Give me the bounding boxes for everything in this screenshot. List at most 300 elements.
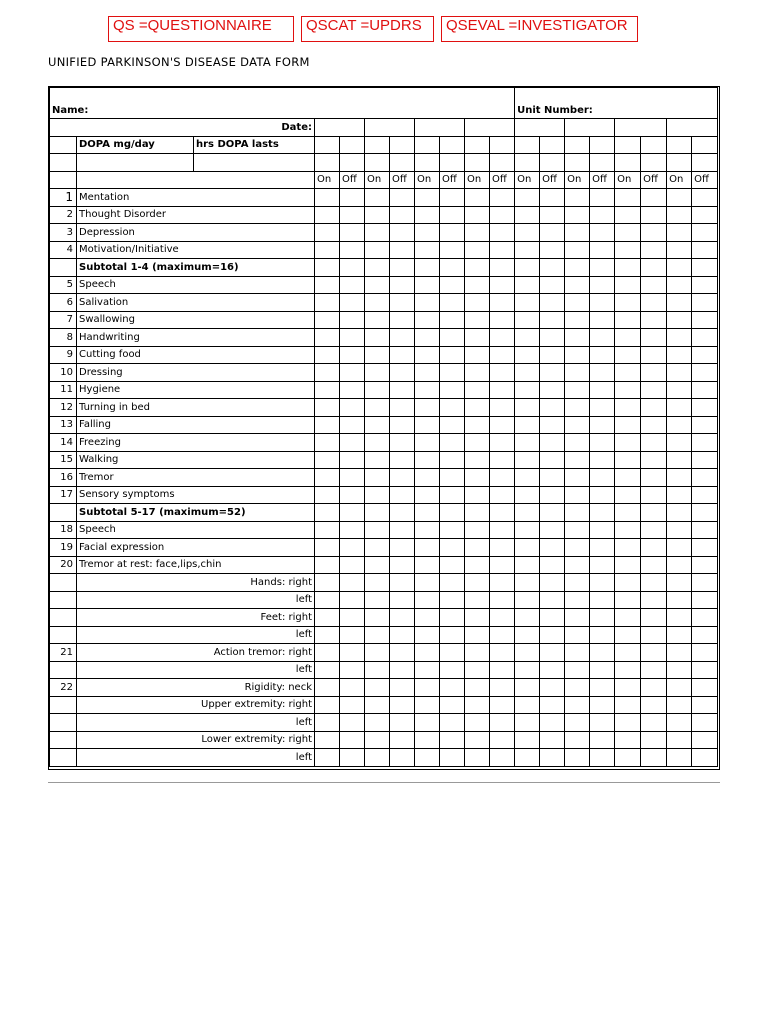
score-cell[interactable] — [641, 574, 667, 592]
score-cell[interactable] — [315, 311, 340, 329]
score-cell[interactable] — [641, 696, 667, 714]
score-cell[interactable] — [692, 749, 718, 767]
score-cell[interactable] — [440, 714, 465, 732]
score-cell[interactable] — [641, 556, 667, 574]
score-cell[interactable] — [615, 731, 641, 749]
score-cell[interactable] — [590, 276, 615, 294]
score-cell[interactable] — [365, 679, 390, 697]
score-cell[interactable] — [641, 311, 667, 329]
score-cell[interactable] — [692, 469, 718, 487]
score-cell[interactable] — [515, 469, 540, 487]
score-cell[interactable] — [615, 469, 641, 487]
score-cell[interactable] — [340, 486, 365, 504]
score-cell[interactable] — [490, 696, 515, 714]
score-cell[interactable] — [692, 696, 718, 714]
score-cell[interactable] — [490, 259, 515, 277]
score-cell[interactable] — [565, 521, 590, 539]
score-cell[interactable] — [540, 259, 565, 277]
score-cell[interactable] — [667, 189, 692, 207]
score-cell[interactable] — [365, 696, 390, 714]
score-cell[interactable] — [565, 241, 590, 259]
score-cell[interactable] — [490, 189, 515, 207]
score-cell[interactable] — [315, 434, 340, 452]
score-cell[interactable] — [365, 504, 390, 522]
score-cell[interactable] — [315, 224, 340, 242]
score-cell[interactable] — [390, 469, 415, 487]
score-cell[interactable] — [365, 731, 390, 749]
score-cell[interactable] — [692, 399, 718, 417]
score-cell[interactable] — [641, 644, 667, 662]
score-cell[interactable] — [667, 346, 692, 364]
score-cell[interactable] — [641, 609, 667, 627]
score-cell[interactable] — [667, 521, 692, 539]
score-cell[interactable] — [340, 574, 365, 592]
score-cell[interactable] — [615, 556, 641, 574]
score-cell[interactable] — [667, 696, 692, 714]
score-cell[interactable] — [340, 731, 365, 749]
score-cell[interactable] — [540, 381, 565, 399]
score-cell[interactable] — [465, 574, 490, 592]
score-cell[interactable] — [540, 556, 565, 574]
score-cell[interactable] — [465, 749, 490, 767]
score-cell[interactable] — [340, 626, 365, 644]
score-cell[interactable] — [540, 364, 565, 382]
score-cell[interactable] — [490, 294, 515, 312]
score-cell[interactable] — [465, 311, 490, 329]
score-cell[interactable] — [515, 626, 540, 644]
score-cell[interactable] — [490, 591, 515, 609]
score-cell[interactable] — [340, 311, 365, 329]
score-cell[interactable] — [465, 556, 490, 574]
score-cell[interactable] — [315, 574, 340, 592]
score-cell[interactable] — [440, 276, 465, 294]
score-cell[interactable] — [315, 399, 340, 417]
score-cell[interactable] — [615, 276, 641, 294]
score-cell[interactable] — [465, 346, 490, 364]
score-cell[interactable] — [390, 749, 415, 767]
score-cell[interactable] — [415, 276, 440, 294]
score-cell[interactable] — [440, 451, 465, 469]
score-cell[interactable] — [692, 574, 718, 592]
score-cell[interactable] — [390, 416, 415, 434]
score-cell[interactable] — [615, 259, 641, 277]
score-cell[interactable] — [365, 626, 390, 644]
score-cell[interactable] — [465, 486, 490, 504]
score-cell[interactable] — [415, 574, 440, 592]
score-cell[interactable] — [540, 486, 565, 504]
score-cell[interactable] — [641, 416, 667, 434]
score-cell[interactable] — [515, 434, 540, 452]
date-cell[interactable] — [565, 119, 615, 137]
score-cell[interactable] — [590, 224, 615, 242]
score-cell[interactable] — [515, 749, 540, 767]
score-cell[interactable] — [590, 294, 615, 312]
score-cell[interactable] — [667, 451, 692, 469]
score-cell[interactable] — [565, 574, 590, 592]
score-cell[interactable] — [615, 189, 641, 207]
score-cell[interactable] — [390, 259, 415, 277]
score-cell[interactable] — [540, 749, 565, 767]
score-cell[interactable] — [365, 416, 390, 434]
score-cell[interactable] — [415, 434, 440, 452]
score-cell[interactable] — [315, 504, 340, 522]
score-cell[interactable] — [465, 416, 490, 434]
score-cell[interactable] — [415, 364, 440, 382]
score-cell[interactable] — [540, 679, 565, 697]
score-cell[interactable] — [615, 714, 641, 732]
score-cell[interactable] — [440, 329, 465, 347]
date-cell[interactable] — [515, 119, 565, 137]
score-cell[interactable] — [315, 521, 340, 539]
score-cell[interactable] — [315, 749, 340, 767]
score-cell[interactable] — [390, 451, 415, 469]
score-cell[interactable] — [365, 486, 390, 504]
score-cell[interactable] — [415, 539, 440, 557]
score-cell[interactable] — [440, 556, 465, 574]
score-cell[interactable] — [490, 399, 515, 417]
score-cell[interactable] — [515, 311, 540, 329]
score-cell[interactable] — [440, 434, 465, 452]
score-cell[interactable] — [667, 714, 692, 732]
score-cell[interactable] — [515, 609, 540, 627]
score-cell[interactable] — [340, 451, 365, 469]
score-cell[interactable] — [340, 469, 365, 487]
score-cell[interactable] — [692, 714, 718, 732]
score-cell[interactable] — [615, 521, 641, 539]
score-cell[interactable] — [315, 696, 340, 714]
score-cell[interactable] — [565, 434, 590, 452]
score-cell[interactable] — [465, 399, 490, 417]
score-cell[interactable] — [565, 206, 590, 224]
score-cell[interactable] — [390, 224, 415, 242]
score-cell[interactable] — [540, 399, 565, 417]
score-cell[interactable] — [540, 346, 565, 364]
score-cell[interactable] — [692, 294, 718, 312]
score-cell[interactable] — [390, 434, 415, 452]
score-cell[interactable] — [540, 206, 565, 224]
score-cell[interactable] — [490, 731, 515, 749]
score-cell[interactable] — [390, 189, 415, 207]
score-cell[interactable] — [615, 696, 641, 714]
score-cell[interactable] — [641, 626, 667, 644]
score-cell[interactable] — [615, 294, 641, 312]
score-cell[interactable] — [590, 346, 615, 364]
score-cell[interactable] — [590, 644, 615, 662]
score-cell[interactable] — [390, 644, 415, 662]
date-cell[interactable] — [667, 119, 718, 137]
score-cell[interactable] — [315, 451, 340, 469]
score-cell[interactable] — [641, 661, 667, 679]
score-cell[interactable] — [340, 434, 365, 452]
score-cell[interactable] — [615, 609, 641, 627]
score-cell[interactable] — [540, 329, 565, 347]
score-cell[interactable] — [590, 556, 615, 574]
score-cell[interactable] — [340, 644, 365, 662]
hrs-dopa-value-cell[interactable] — [194, 154, 315, 172]
score-cell[interactable] — [515, 399, 540, 417]
score-cell[interactable] — [515, 276, 540, 294]
score-cell[interactable] — [465, 504, 490, 522]
score-cell[interactable] — [565, 714, 590, 732]
score-cell[interactable] — [440, 259, 465, 277]
score-cell[interactable] — [440, 521, 465, 539]
score-cell[interactable] — [590, 259, 615, 277]
score-cell[interactable] — [490, 241, 515, 259]
score-cell[interactable] — [515, 521, 540, 539]
score-cell[interactable] — [490, 346, 515, 364]
score-cell[interactable] — [667, 364, 692, 382]
score-cell[interactable] — [365, 381, 390, 399]
score-cell[interactable] — [490, 364, 515, 382]
score-cell[interactable] — [515, 329, 540, 347]
score-cell[interactable] — [615, 224, 641, 242]
score-cell[interactable] — [540, 416, 565, 434]
score-cell[interactable] — [315, 644, 340, 662]
score-cell[interactable] — [440, 469, 465, 487]
score-cell[interactable] — [667, 644, 692, 662]
score-cell[interactable] — [390, 661, 415, 679]
score-cell[interactable] — [415, 521, 440, 539]
score-cell[interactable] — [590, 609, 615, 627]
score-cell[interactable] — [641, 521, 667, 539]
score-cell[interactable] — [565, 644, 590, 662]
score-cell[interactable] — [515, 539, 540, 557]
score-cell[interactable] — [590, 364, 615, 382]
score-cell[interactable] — [465, 434, 490, 452]
score-cell[interactable] — [415, 346, 440, 364]
score-cell[interactable] — [340, 696, 365, 714]
score-cell[interactable] — [490, 224, 515, 242]
score-cell[interactable] — [490, 609, 515, 627]
score-cell[interactable] — [465, 521, 490, 539]
date-cell[interactable] — [315, 119, 365, 137]
score-cell[interactable] — [565, 416, 590, 434]
score-cell[interactable] — [390, 241, 415, 259]
score-cell[interactable] — [340, 539, 365, 557]
score-cell[interactable] — [615, 591, 641, 609]
score-cell[interactable] — [641, 206, 667, 224]
score-cell[interactable] — [615, 486, 641, 504]
score-cell[interactable] — [465, 364, 490, 382]
score-cell[interactable] — [565, 224, 590, 242]
score-cell[interactable] — [415, 224, 440, 242]
score-cell[interactable] — [390, 556, 415, 574]
score-cell[interactable] — [340, 416, 365, 434]
score-cell[interactable] — [540, 644, 565, 662]
score-cell[interactable] — [565, 486, 590, 504]
score-cell[interactable] — [667, 486, 692, 504]
score-cell[interactable] — [365, 451, 390, 469]
score-cell[interactable] — [465, 731, 490, 749]
score-cell[interactable] — [667, 381, 692, 399]
score-cell[interactable] — [667, 399, 692, 417]
score-cell[interactable] — [615, 311, 641, 329]
score-cell[interactable] — [565, 381, 590, 399]
score-cell[interactable] — [692, 329, 718, 347]
score-cell[interactable] — [415, 679, 440, 697]
score-cell[interactable] — [540, 731, 565, 749]
score-cell[interactable] — [390, 574, 415, 592]
score-cell[interactable] — [667, 294, 692, 312]
score-cell[interactable] — [515, 486, 540, 504]
score-cell[interactable] — [590, 329, 615, 347]
score-cell[interactable] — [340, 399, 365, 417]
score-cell[interactable] — [615, 364, 641, 382]
score-cell[interactable] — [365, 574, 390, 592]
score-cell[interactable] — [440, 696, 465, 714]
score-cell[interactable] — [390, 539, 415, 557]
score-cell[interactable] — [365, 206, 390, 224]
score-cell[interactable] — [490, 626, 515, 644]
score-cell[interactable] — [667, 416, 692, 434]
score-cell[interactable] — [340, 714, 365, 732]
score-cell[interactable] — [340, 329, 365, 347]
score-cell[interactable] — [641, 434, 667, 452]
score-cell[interactable] — [490, 486, 515, 504]
score-cell[interactable] — [340, 206, 365, 224]
score-cell[interactable] — [667, 539, 692, 557]
score-cell[interactable] — [365, 521, 390, 539]
unit-number-field[interactable] — [515, 88, 718, 119]
score-cell[interactable] — [615, 241, 641, 259]
score-cell[interactable] — [641, 591, 667, 609]
score-cell[interactable] — [440, 626, 465, 644]
score-cell[interactable] — [390, 679, 415, 697]
score-cell[interactable] — [590, 521, 615, 539]
score-cell[interactable] — [692, 521, 718, 539]
score-cell[interactable] — [440, 364, 465, 382]
score-cell[interactable] — [365, 661, 390, 679]
score-cell[interactable] — [315, 679, 340, 697]
score-cell[interactable] — [590, 504, 615, 522]
score-cell[interactable] — [490, 434, 515, 452]
score-cell[interactable] — [415, 469, 440, 487]
score-cell[interactable] — [465, 189, 490, 207]
score-cell[interactable] — [490, 416, 515, 434]
score-cell[interactable] — [440, 679, 465, 697]
score-cell[interactable] — [315, 206, 340, 224]
score-cell[interactable] — [540, 574, 565, 592]
score-cell[interactable] — [540, 276, 565, 294]
score-cell[interactable] — [590, 206, 615, 224]
score-cell[interactable] — [565, 696, 590, 714]
score-cell[interactable] — [440, 399, 465, 417]
score-cell[interactable] — [565, 399, 590, 417]
score-cell[interactable] — [315, 381, 340, 399]
score-cell[interactable] — [565, 469, 590, 487]
score-cell[interactable] — [515, 451, 540, 469]
score-cell[interactable] — [590, 679, 615, 697]
score-cell[interactable] — [540, 224, 565, 242]
score-cell[interactable] — [315, 364, 340, 382]
score-cell[interactable] — [667, 434, 692, 452]
score-cell[interactable] — [465, 241, 490, 259]
score-cell[interactable] — [490, 644, 515, 662]
score-cell[interactable] — [315, 714, 340, 732]
score-cell[interactable] — [515, 294, 540, 312]
score-cell[interactable] — [515, 259, 540, 277]
date-cell[interactable] — [415, 119, 465, 137]
score-cell[interactable] — [565, 346, 590, 364]
score-cell[interactable] — [692, 241, 718, 259]
score-cell[interactable] — [315, 416, 340, 434]
score-cell[interactable] — [490, 504, 515, 522]
score-cell[interactable] — [692, 364, 718, 382]
score-cell[interactable] — [692, 504, 718, 522]
score-cell[interactable] — [365, 399, 390, 417]
score-cell[interactable] — [415, 294, 440, 312]
score-cell[interactable] — [641, 749, 667, 767]
score-cell[interactable] — [365, 189, 390, 207]
score-cell[interactable] — [415, 259, 440, 277]
score-cell[interactable] — [340, 556, 365, 574]
score-cell[interactable] — [440, 206, 465, 224]
score-cell[interactable] — [641, 381, 667, 399]
score-cell[interactable] — [540, 539, 565, 557]
score-cell[interactable] — [365, 224, 390, 242]
score-cell[interactable] — [390, 521, 415, 539]
score-cell[interactable] — [540, 189, 565, 207]
score-cell[interactable] — [465, 259, 490, 277]
score-cell[interactable] — [415, 696, 440, 714]
score-cell[interactable] — [667, 609, 692, 627]
score-cell[interactable] — [465, 224, 490, 242]
score-cell[interactable] — [440, 189, 465, 207]
score-cell[interactable] — [540, 469, 565, 487]
score-cell[interactable] — [565, 591, 590, 609]
score-cell[interactable] — [540, 294, 565, 312]
score-cell[interactable] — [590, 696, 615, 714]
score-cell[interactable] — [641, 469, 667, 487]
score-cell[interactable] — [390, 346, 415, 364]
score-cell[interactable] — [667, 504, 692, 522]
score-cell[interactable] — [667, 731, 692, 749]
score-cell[interactable] — [365, 591, 390, 609]
score-cell[interactable] — [515, 206, 540, 224]
score-cell[interactable] — [590, 661, 615, 679]
score-cell[interactable] — [490, 469, 515, 487]
score-cell[interactable] — [615, 574, 641, 592]
score-cell[interactable] — [440, 224, 465, 242]
score-cell[interactable] — [440, 749, 465, 767]
score-cell[interactable] — [390, 486, 415, 504]
date-cell[interactable] — [465, 119, 515, 137]
score-cell[interactable] — [440, 294, 465, 312]
score-cell[interactable] — [590, 241, 615, 259]
score-cell[interactable] — [315, 626, 340, 644]
date-cell[interactable] — [615, 119, 667, 137]
score-cell[interactable] — [340, 364, 365, 382]
score-cell[interactable] — [340, 259, 365, 277]
score-cell[interactable] — [515, 346, 540, 364]
score-cell[interactable] — [440, 539, 465, 557]
score-cell[interactable] — [615, 399, 641, 417]
score-cell[interactable] — [390, 714, 415, 732]
score-cell[interactable] — [465, 609, 490, 627]
score-cell[interactable] — [515, 679, 540, 697]
score-cell[interactable] — [540, 661, 565, 679]
score-cell[interactable] — [615, 206, 641, 224]
score-cell[interactable] — [590, 399, 615, 417]
score-cell[interactable] — [565, 189, 590, 207]
score-cell[interactable] — [515, 504, 540, 522]
score-cell[interactable] — [440, 381, 465, 399]
score-cell[interactable] — [390, 626, 415, 644]
score-cell[interactable] — [315, 329, 340, 347]
score-cell[interactable] — [315, 469, 340, 487]
score-cell[interactable] — [515, 224, 540, 242]
score-cell[interactable] — [390, 504, 415, 522]
